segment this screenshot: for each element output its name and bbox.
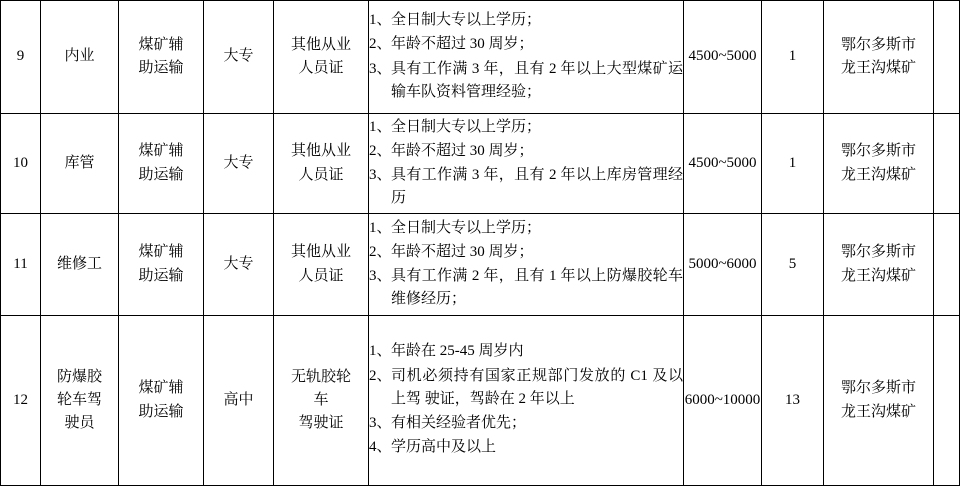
- requirement-text: 年龄在 25-45 周岁内: [391, 343, 524, 360]
- cert-line: 其他从业: [290, 36, 351, 53]
- type-line: 煤矿辅: [138, 36, 184, 53]
- requirement-text: 司机必须持有国家正规部门发放的 C1 及以上驾 驶证，驾龄在 2 年以上: [391, 367, 683, 407]
- type-line: 煤矿辅: [138, 244, 184, 261]
- cell-certificate: [274, 1, 369, 114]
- table-row: [1, 1, 960, 114]
- cell-salary: 6000~10000: [684, 316, 762, 486]
- requirement-marker: 3、: [369, 415, 392, 432]
- cell-workplace: [824, 1, 934, 114]
- requirement-text: 有相关经验者优先；: [391, 415, 527, 432]
- cert-line: 无轨胶轮: [290, 368, 351, 385]
- cell-headcount: 5: [762, 214, 824, 316]
- table-body: [1, 1, 960, 486]
- cell-workplace: [824, 214, 934, 316]
- requirement-text: 具有工作满 3 年，且有 2 年以上库房管理经历: [391, 167, 683, 207]
- requirement-marker: 2、: [369, 367, 392, 384]
- requirement-marker: 2、: [369, 142, 392, 159]
- requirement-marker: 2、: [369, 36, 392, 53]
- requirement-item: [369, 241, 683, 264]
- cert-line: 其他从业: [290, 143, 351, 160]
- cell-certificate: [274, 114, 369, 214]
- cell-extra: [934, 1, 960, 114]
- requirement-list: [369, 9, 683, 104]
- type-line: 助运输: [138, 267, 184, 284]
- requirement-item: [369, 365, 683, 412]
- cell-salary: 4500~5000: [684, 1, 762, 114]
- cell-headcount: 1: [762, 1, 824, 114]
- requirement-item: [369, 116, 683, 139]
- cell-requirements: [369, 316, 684, 486]
- cell-post-name: [41, 1, 119, 114]
- workplace-line: 龙王沟煤矿: [840, 267, 916, 284]
- requirement-marker: 2、: [369, 243, 392, 260]
- requirement-list: [369, 116, 683, 211]
- cell-row-number: 12: [1, 316, 41, 486]
- cell-job-type: [119, 316, 204, 486]
- requirement-marker: 1、: [369, 343, 392, 360]
- cell-job-type: [119, 114, 204, 214]
- requirement-marker: 4、: [369, 439, 392, 456]
- cell-job-type: [119, 1, 204, 114]
- requirement-text: 年龄不超过 30 周岁；: [391, 142, 534, 159]
- requirement-item: [369, 140, 683, 163]
- post-line: 内业: [64, 48, 95, 65]
- cell-education: 高中: [204, 316, 274, 486]
- cert-line: 其他从业: [290, 244, 351, 261]
- type-line: 煤矿辅: [138, 143, 184, 160]
- post-line: 防爆胶: [56, 368, 102, 385]
- cell-headcount: 13: [762, 316, 824, 486]
- cert-line: 人员证: [298, 267, 344, 284]
- cell-job-type: [119, 214, 204, 316]
- cell-requirements: [369, 214, 684, 316]
- requirement-text: 全日制大专以上学历；: [391, 118, 542, 135]
- cell-extra: [934, 214, 960, 316]
- table-row: [1, 316, 960, 486]
- cell-post-name: [41, 316, 119, 486]
- requirement-text: 全日制大专以上学历；: [391, 219, 542, 236]
- cert-line: 车: [313, 391, 329, 408]
- requirement-list: [369, 340, 683, 459]
- cell-workplace: [824, 316, 934, 486]
- requirement-item: [369, 340, 683, 363]
- cell-requirements: [369, 1, 684, 114]
- cell-extra: [934, 316, 960, 486]
- cell-certificate: [274, 316, 369, 486]
- requirement-item: [369, 412, 683, 435]
- cell-row-number: 9: [1, 1, 41, 114]
- requirement-marker: 1、: [369, 118, 392, 135]
- workplace-line: 鄂尔多斯市: [840, 380, 916, 397]
- cell-requirements: [369, 114, 684, 214]
- requirement-text: 具有工作满 3 年，且有 2 年以上大型煤矿运输车队资料管理经验；: [391, 60, 683, 100]
- workplace-line: 龙王沟煤矿: [840, 403, 916, 420]
- workplace-line: 龙王沟煤矿: [840, 60, 916, 76]
- cert-line: 人员证: [298, 60, 344, 76]
- requirement-text: 学历高中及以上: [391, 439, 497, 456]
- post-line: 维修工: [56, 255, 102, 272]
- post-line: 驶员: [64, 415, 95, 432]
- requirement-item: [369, 33, 683, 56]
- requirement-marker: 1、: [369, 12, 392, 28]
- table-row: [1, 114, 960, 214]
- requirement-text: 年龄不超过 30 周岁；: [391, 36, 534, 53]
- type-line: 助运输: [138, 60, 184, 76]
- post-line: 库管: [64, 154, 95, 171]
- cell-education: 大专: [204, 214, 274, 316]
- cell-salary: 4500~5000: [684, 114, 762, 214]
- cell-extra: [934, 114, 960, 214]
- cell-education: 大专: [204, 114, 274, 214]
- requirement-item: [369, 265, 683, 312]
- requirement-item: [369, 9, 683, 32]
- cell-certificate: [274, 214, 369, 316]
- workplace-line: 鄂尔多斯市: [840, 143, 916, 160]
- requirement-marker: 3、: [369, 60, 392, 77]
- cell-row-number: 11: [1, 214, 41, 316]
- cell-salary: 5000~6000: [684, 214, 762, 316]
- workplace-line: 鄂尔多斯市: [840, 244, 916, 261]
- type-line: 助运输: [138, 166, 184, 183]
- requirement-item: [369, 436, 683, 459]
- requirement-marker: 3、: [369, 167, 392, 183]
- requirement-list: [369, 217, 683, 312]
- cell-post-name: [41, 214, 119, 316]
- requirement-text: 全日制大专以上学历；: [391, 12, 542, 28]
- cell-workplace: [824, 114, 934, 214]
- type-line: 煤矿辅: [138, 380, 184, 397]
- post-line: 轮车驾: [56, 391, 102, 408]
- requirement-item: [369, 58, 683, 105]
- cell-education: 大专: [204, 1, 274, 114]
- requirement-item: [369, 164, 683, 211]
- cell-row-number: 10: [1, 114, 41, 214]
- requirement-text: 年龄不超过 30 周岁；: [391, 243, 534, 260]
- table-row: [1, 214, 960, 316]
- cell-headcount: 1: [762, 114, 824, 214]
- requirement-text: 具有工作满 2 年，且有 1 年以上防爆胶轮车维修经历；: [391, 268, 683, 308]
- requirement-marker: 1、: [369, 219, 392, 236]
- workplace-line: 鄂尔多斯市: [840, 36, 916, 53]
- requirement-item: [369, 217, 683, 240]
- cert-line: 人员证: [298, 166, 344, 183]
- requirement-marker: 3、: [369, 268, 392, 284]
- cell-post-name: [41, 114, 119, 214]
- workplace-line: 龙王沟煤矿: [840, 166, 916, 183]
- cert-line: 驾驶证: [298, 415, 344, 432]
- type-line: 助运输: [138, 403, 184, 420]
